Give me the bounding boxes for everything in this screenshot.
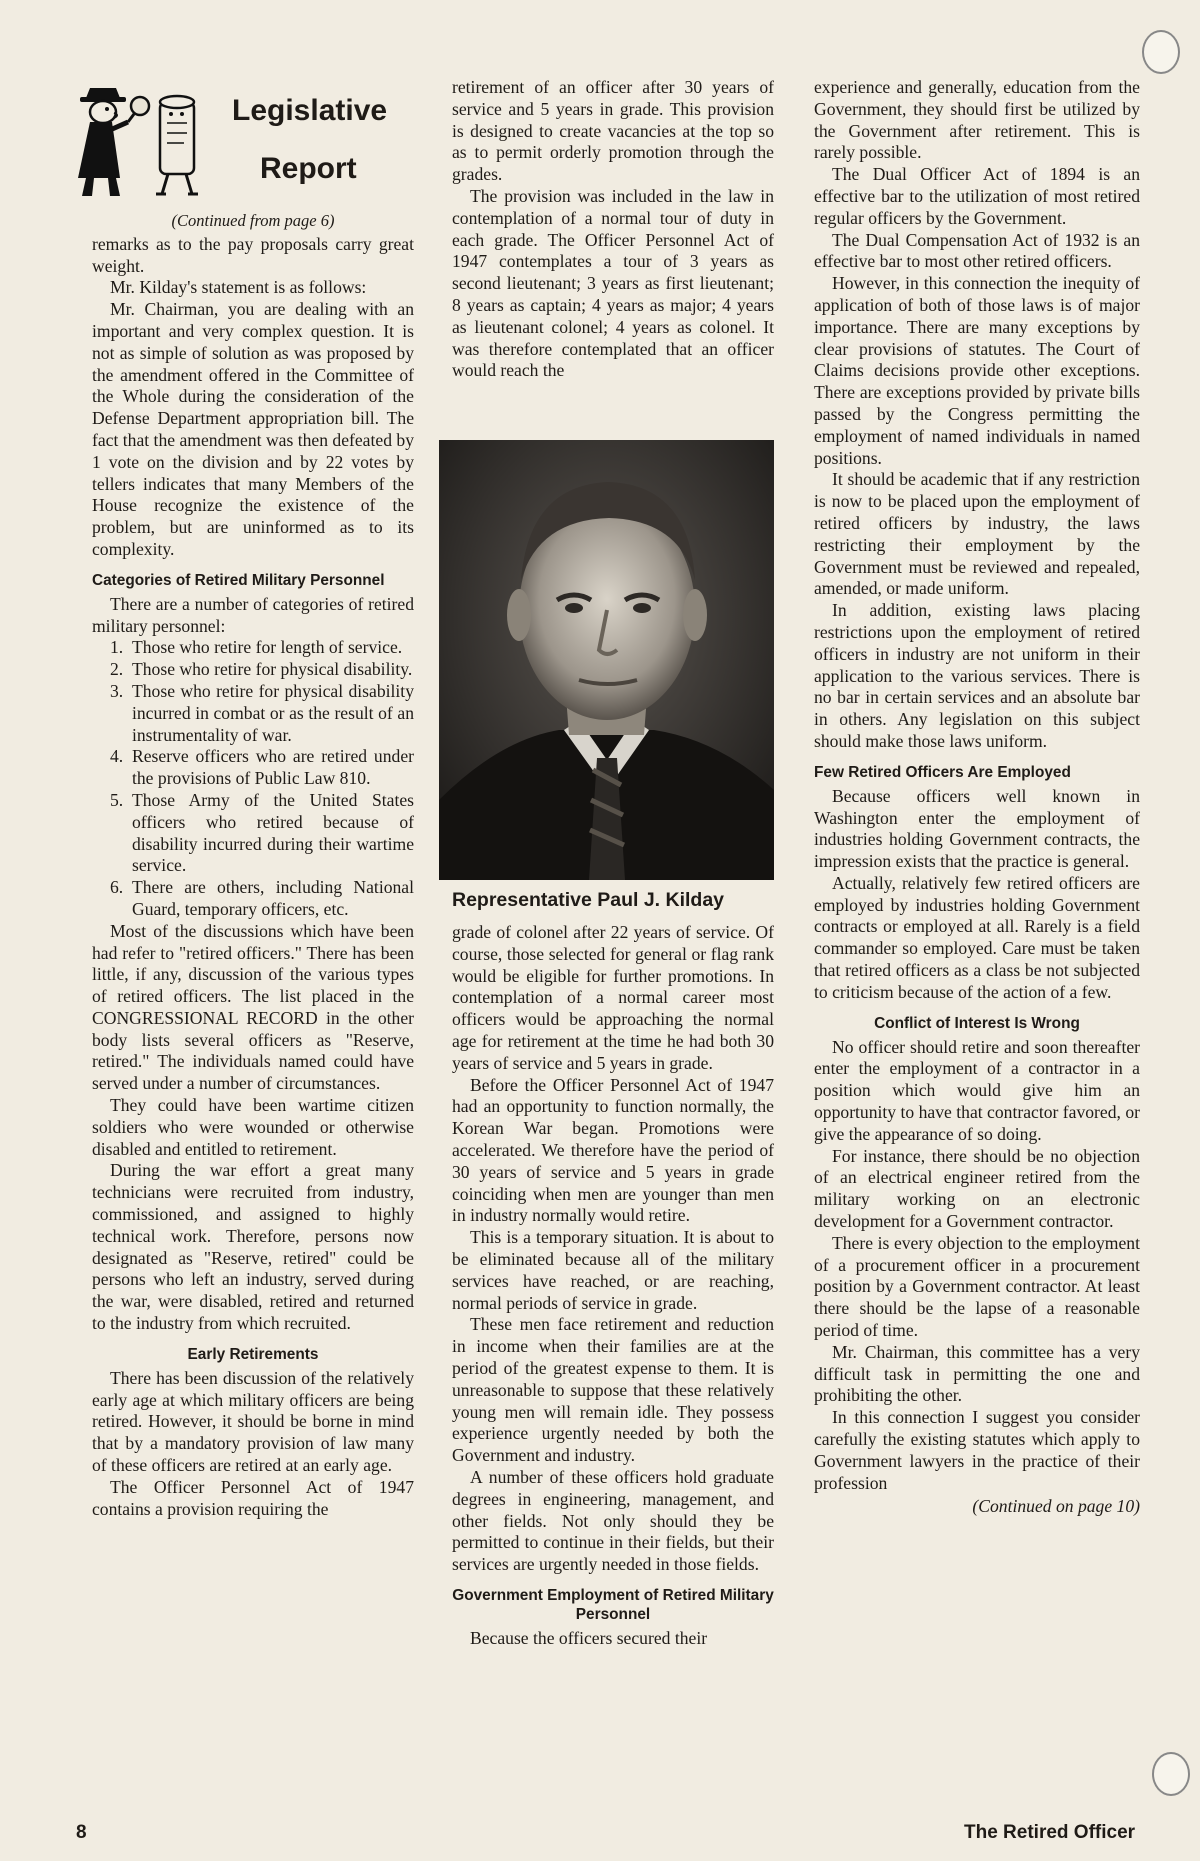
- list-item-text: Those Army of the United States officers who retired because of disability incurred during their wartime service.: [132, 789, 414, 876]
- binder-hole-top: [1142, 30, 1180, 74]
- paragraph: The Officer Personnel Act of 1947 contains a provision requiring the: [92, 1476, 414, 1519]
- paragraph: It should be academic that if any restriction is now to be placed upon the employment of retired officers by industry, the laws restricting their employment by the Government must be reviewed and repealed, amended, or made uniform.: [814, 469, 1140, 599]
- paragraph: In addition, existing laws placing restrictions upon the employment of retired officers in industry are not uniform in their application to the various services. There is no bar in certain services and an absolute bar in others. Any legislation on this subject should make those laws uniform.: [814, 600, 1140, 751]
- paragraph: The Dual Officer Act of 1894 is an effective bar to the utilization of most retired regular officers by the Government.: [814, 164, 1140, 228]
- paragraph: In this connection I suggest you consider carefully the existing statutes which apply to Government lawyers in the practice of their profession: [814, 1407, 1140, 1493]
- list-item-text: Those who retire for physical disability.: [132, 659, 413, 680]
- photo-caption: Representative Paul J. Kilday: [452, 889, 725, 911]
- masthead: [68, 78, 428, 203]
- paragraph: retirement of an officer after 30 years of service and 5 years in grade. This provision is designed to create vacancies at the top so as to permit orderly promotion through the grades.: [452, 77, 774, 185]
- page-number: 8: [76, 1822, 87, 1843]
- detective-with-magnifier-and-scroll-icon: [68, 78, 218, 203]
- column-2-bottom: [452, 922, 774, 1650]
- paragraph: Mr. Kilday's statement is as follows:: [110, 277, 367, 298]
- paragraph: Mr. Chairman, you are dealing with an important and very complex question. It is not as simple of solution as was proposed by the amendment offered in the Committee of the Whole during the consideration of the Defense Department appropriation bill. The fact that the amendment was then defeated by 1 vote on the division and by 22 votes by tellers indicates that many Members of the House recognize the existence of the problem, but are uninformed as to its complexity.: [92, 299, 414, 559]
- section-heading-few-employed: Few Retired Officers Are Employed: [814, 763, 1071, 781]
- list-item: [110, 746, 414, 790]
- paragraph: Because officers well known in Washington enter the employment of industries holding Government contracts, the impression exists that the practice is general.: [814, 785, 1140, 872]
- paragraph: There is every objection to the employment of a procurement officer in a procurement position by a Government contractor. At least there should be the lapse of a reasonable period of time.: [814, 1232, 1140, 1341]
- section-heading-early-retirements: Early Retirements: [187, 1345, 319, 1363]
- list-item: [110, 790, 414, 877]
- paragraph: remarks as to the pay proposals carry great weight.: [92, 233, 414, 276]
- column-1: [92, 211, 414, 1520]
- paragraph: This is a temporary situation. It is about to be eliminated because all of the military services have reached, or are reaching, normal periods of service in grade.: [452, 1227, 774, 1313]
- paragraph: The Dual Compensation Act of 1932 is an effective bar to most other retired officers.: [814, 229, 1140, 272]
- continued-on-note: (Continued on page 10): [972, 1496, 1140, 1517]
- list-item-text: Reserve officers who are retired under the provisions of Public Law 810.: [132, 746, 414, 789]
- list-item-number: 6.: [110, 877, 124, 898]
- paragraph: There are a number of categories of retired military personnel:: [92, 593, 414, 636]
- paragraph: Before the Officer Personnel Act of 1947 had an opportunity to function normally, the Korean War began. Promotions were accelerated. We therefore have the period of 30 years of service and 5 years in grade coinciding when men are younger than men in industry normally would retire.: [452, 1074, 774, 1226]
- list-item-number: 3.: [110, 680, 124, 701]
- column-2-top: [452, 77, 774, 382]
- portrait-photo-image: [439, 440, 774, 880]
- section-heading-conflict-of-interest: Conflict of Interest Is Wrong: [874, 1014, 1080, 1032]
- paragraph: For instance, there should be no objection of an electrical engineer retired from the military working on an electronic development for a Government contractor.: [814, 1145, 1140, 1232]
- masthead-title-line2: Report: [260, 152, 357, 185]
- list-item-number: 2.: [110, 659, 124, 680]
- list-item-number: 5.: [110, 789, 124, 810]
- list-item-text: There are others, including National Guard, temporary officers, etc.: [132, 877, 414, 919]
- paragraph: During the war effort a great many technicians were recruited from industry, commissioned, and assigned to highly technical work. Therefore, persons now designated as "Reserve, retired" could be persons who left an industry, served during the war, were disabled, retired and returned to the industry from which recruited.: [92, 1160, 414, 1334]
- list-item: [110, 637, 414, 659]
- paragraph: No officer should retire and soon thereafter enter the employment of a contractor in a position which would give him an opportunity to have that contractor favored, or give the appearance of so doing.: [814, 1036, 1140, 1144]
- categories-list: [92, 637, 414, 920]
- publication-title: The Retired Officer: [964, 1822, 1136, 1843]
- paragraph: The provision was included in the law in contemplation of a normal tour of duty in each grade. The Officer Personnel Act of 1947 contemplates a tour of 3 years as second lieutenant; 3 years as first lieutenant; 8 years as captain; 4 years as major; 4 years as lieutenant colonel; 4 years as colonel. It was therefore contemplated that an officer would reach the: [452, 185, 774, 381]
- paragraph: experience and generally, education from the Government, they should first be utilized by the Government after retirement. This is rarely possible.: [814, 77, 1140, 163]
- list-item-number: 4.: [110, 746, 124, 767]
- masthead-title-line1: Legislative: [232, 94, 388, 127]
- continued-from-note: (Continued from page 6): [171, 211, 335, 230]
- list-item: [110, 681, 414, 746]
- paragraph: There has been discussion of the relatively early age at which military officers are being retired. However, it should be borne in mind that by a mandatory provision of law many of these officers are retired at an early age.: [92, 1367, 414, 1476]
- section-heading-categories: Categories of Retired Military Personnel: [92, 571, 385, 589]
- paragraph: Mr. Chairman, this committee has a very difficult task in permitting the one and prohibiting the other.: [814, 1341, 1140, 1406]
- paragraph: grade of colonel after 22 years of service. Of course, those selected for general or flag rank would be eligible for further promotions. In contemplation of a normal career most officers would be approaching the normal age for retirement at the time he had both 30 years of service and 5 years in grade.: [452, 922, 774, 1073]
- paragraph: A number of these officers hold graduate degrees in engineering, management, and other fields. Not only should they be permitted to continue in their fields, but their services are urgently needed in those fields.: [452, 1466, 774, 1575]
- list-item: [110, 877, 414, 921]
- binder-hole-bottom: [1152, 1752, 1190, 1796]
- section-heading-government-employment: Government Employment of Retired Military Personnel: [452, 1586, 774, 1623]
- column-3: [814, 77, 1140, 1518]
- paragraph: Most of the discussions which have been had refer to "retired officers." There has been little, if any, discussion of the various types of retired officers. The list placed in the CONGRESSIONAL RECORD in the other body lists several officers as "Reserve, retired." The individuals named could have served under a number of circumstances.: [92, 920, 414, 1094]
- paragraph: These men face retirement and reduction in income when their families are at the period of the greatest expense to them. It is unreasonable to suppose that these relatively young men will remain idle. They possess experience urgently needed by both the Government and industry.: [452, 1314, 774, 1466]
- paragraph: Because the officers secured their: [470, 1627, 708, 1648]
- list-item-number: 1.: [110, 637, 124, 658]
- portrait-photo: [439, 440, 774, 880]
- paragraph: Actually, relatively few retired officers are employed by industries holding Government contracts or employed at all. Rarely is a field commander so employed. Care must be taken that retired officers as a class be not subjected to criticism because of the action of a few.: [814, 872, 1140, 1002]
- list-item-text: Those who retire for physical disability incurred in combat or as the result of an instrumentality of war.: [132, 680, 414, 745]
- list-item-text: Those who retire for length of service.: [132, 637, 403, 658]
- paragraph: However, in this connection the inequity of application of both of those laws is of major importance. There are many exceptions by clear provisions of statutes. The Court of Claims decisions provide other exceptions. There are exceptions provided by private bills passed by the Congress permitting the employment of named individuals in named positions.: [814, 273, 1140, 468]
- paragraph: They could have been wartime citizen soldiers who were wounded or otherwise disabled and entitled to retirement.: [92, 1095, 414, 1159]
- list-item: [110, 659, 414, 681]
